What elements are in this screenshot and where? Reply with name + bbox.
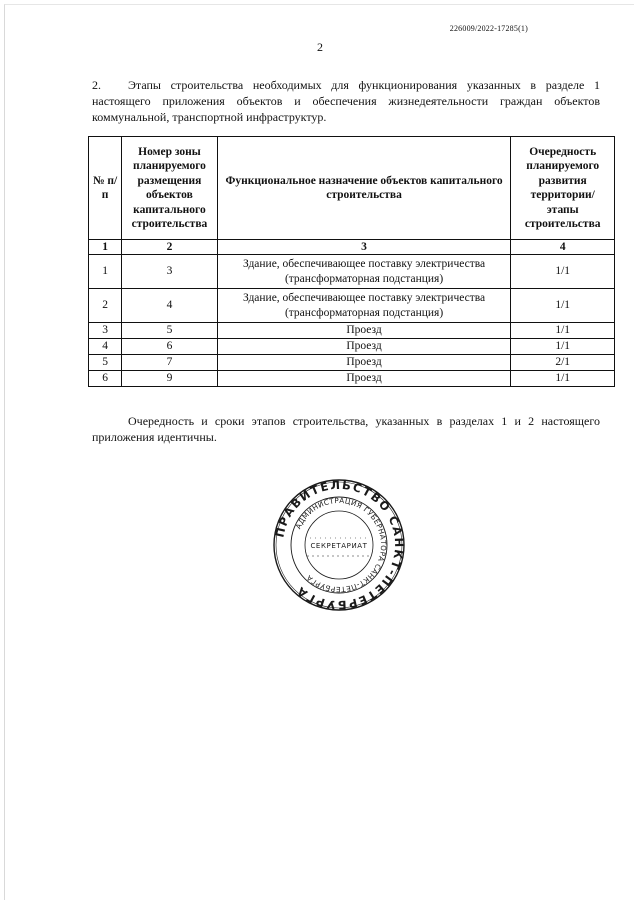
stage-value: 2/1 <box>511 355 615 371</box>
row-number: 4 <box>89 339 122 355</box>
row-number: 6 <box>89 371 122 387</box>
zone-number: 6 <box>122 339 218 355</box>
column-number: 3 <box>217 240 511 255</box>
table-row <box>89 255 615 289</box>
object-purpose: Проезд <box>217 355 511 371</box>
row-number: 1 <box>89 255 122 289</box>
stage-value: 1/1 <box>511 323 615 339</box>
stage-value: 1/1 <box>511 289 615 323</box>
header-purpose: Функциональное назначение объектов капитального строительства <box>217 137 511 240</box>
seal-center-text: СЕКРЕТАРИАТ <box>310 542 368 550</box>
column-number: 2 <box>122 240 218 255</box>
object-purpose: Здание, обеспечивающее поставку электричества (трансформаторная подстанция) <box>217 289 511 323</box>
table-row <box>89 289 615 323</box>
header-number: № п/п <box>89 137 122 240</box>
seal-inner-text: АДМИНИСТРАЦИЯ ГУБЕРНАТОРА САНКТ-ПЕТЕРБУРГА <box>293 495 389 595</box>
closing-text: Очередность и сроки этапов строительства, указанных в разделах 1 и 2 настоящего приложения идентичны. <box>92 414 600 444</box>
official-seal <box>272 478 406 612</box>
table-row <box>89 339 615 355</box>
stage-value: 1/1 <box>511 255 615 289</box>
section-2-text: Этапы строительства необходимых для функционирования указанных в разделе 1 настоящего приложения объектов и обеспечения жизнедеятельности граждан объектов коммунальной, транспортной инфраструктур. <box>92 78 600 124</box>
section-number: 2. <box>92 78 101 92</box>
object-purpose: Проезд <box>217 323 511 339</box>
zone-number: 9 <box>122 371 218 387</box>
zone-number: 7 <box>122 355 218 371</box>
stage-value: 1/1 <box>511 371 615 387</box>
document-number: 226009/2022-17285(1) <box>449 24 528 33</box>
row-number: 2 <box>89 289 122 323</box>
object-purpose: Проезд <box>217 339 511 355</box>
table-row <box>89 371 615 387</box>
column-number: 1 <box>89 240 122 255</box>
column-number: 4 <box>511 240 615 255</box>
table-header-row <box>89 137 615 240</box>
column-number-row <box>89 240 615 255</box>
table-row <box>89 355 615 371</box>
object-purpose: Здание, обеспечивающее поставку электричества (трансформаторная подстанция) <box>217 255 511 289</box>
zone-number: 5 <box>122 323 218 339</box>
row-number: 5 <box>89 355 122 371</box>
seal-outer-text: ПРАВИТЕЛЬСТВО САНКТ-ПЕТЕРБУРГА <box>272 478 406 612</box>
stage-value: 1/1 <box>511 339 615 355</box>
page-number: 2 <box>317 40 323 54</box>
zone-number: 3 <box>122 255 218 289</box>
table-row <box>89 323 615 339</box>
object-purpose: Проезд <box>217 371 511 387</box>
header-stage: Очередность планируемого развития территории/ этапы строительства <box>511 137 615 240</box>
seal-graphic <box>272 478 406 612</box>
row-number: 3 <box>89 323 122 339</box>
zone-number: 4 <box>122 289 218 323</box>
construction-stages-table <box>88 136 615 387</box>
section-2-paragraph <box>92 77 600 125</box>
header-zone: Номер зоны планируемого размещения объектов капитального строительства <box>122 137 218 240</box>
closing-paragraph <box>92 413 600 445</box>
